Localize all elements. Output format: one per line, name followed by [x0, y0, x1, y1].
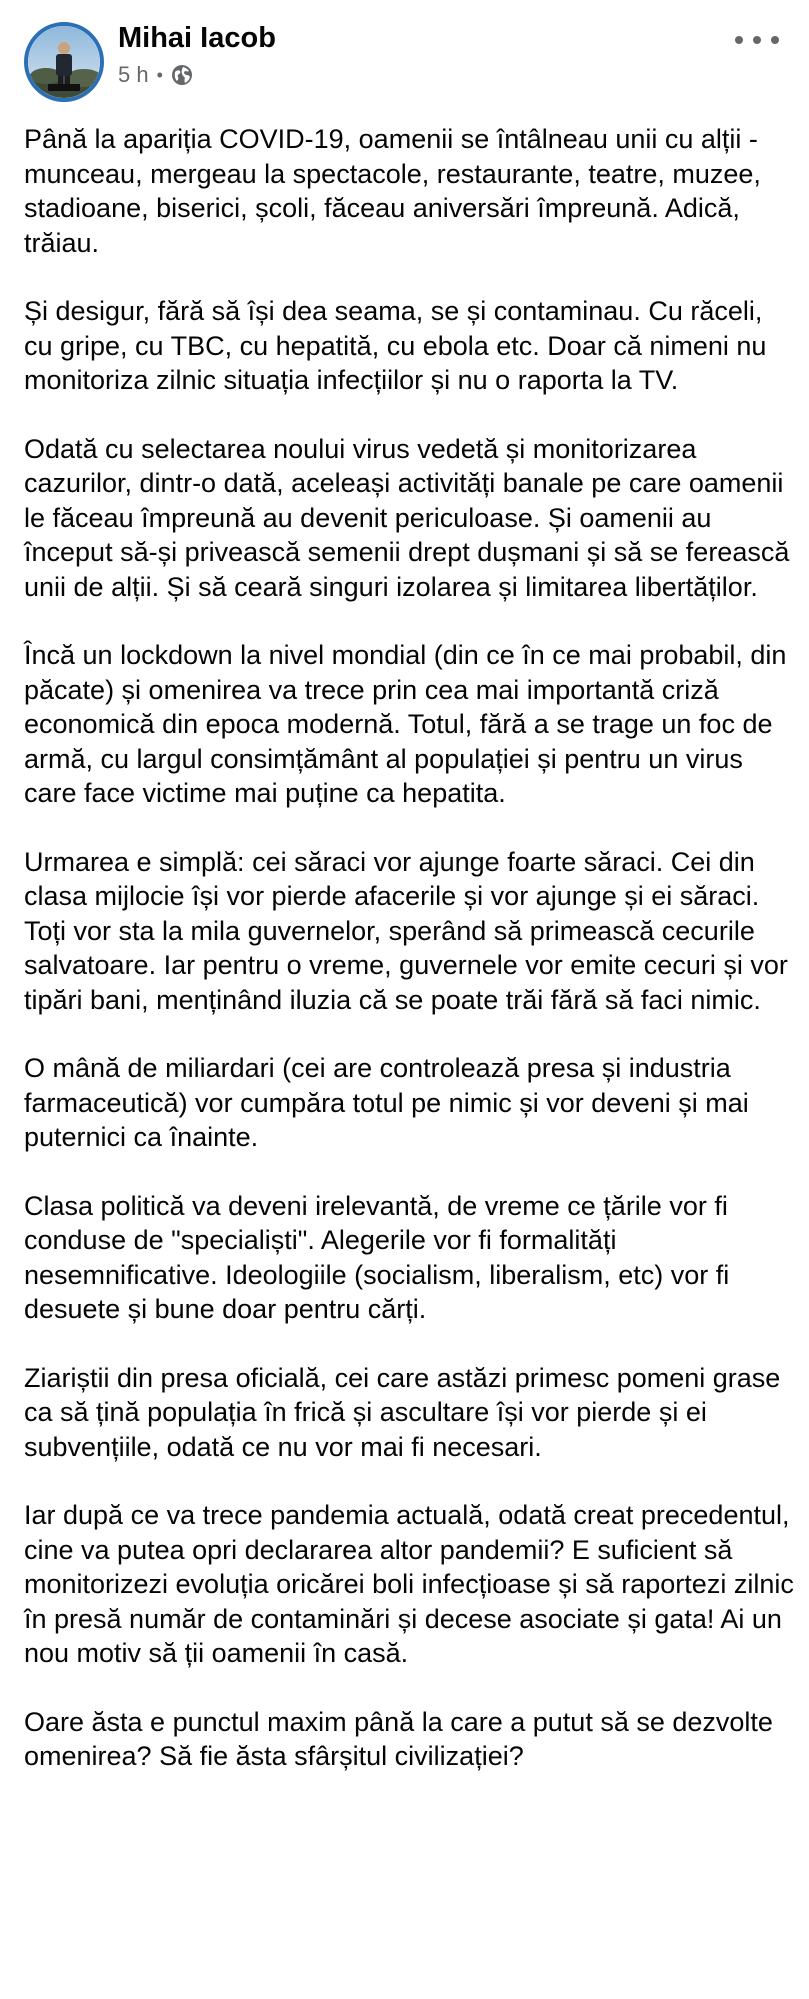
post-text [24, 122, 796, 1808]
author-name[interactable]: Mihai Iacob [118, 22, 276, 54]
post-paragraph: Și desigur, fără să își dea seama, se și contaminau. Cu răceli, cu gripe, cu TBC, cu hepatită, cu ebola etc. Doar că nimeni nu monitoriza zilnic situația infecțiilor și nu o raporta la TV. [24, 296, 767, 395]
post-meta [118, 62, 193, 88]
more-horizontal-icon [735, 36, 743, 44]
post-paragraph: Urmarea e simplă: cei săraci vor ajunge foarte săraci. Cei din clasa mijlocie își vor pierde afacerile și vor ajunge și ei săraci. Toți vor sta la mila guvernelor, sperând să primească cecurile salvatoare. Iar pentru o vreme, guvernele vor emite cecuri și vor tipări bani, menținând iluzia că se poate trăi fără să faci nimic. [24, 846, 788, 1015]
globe-icon[interactable] [171, 64, 193, 86]
post-paragraph: Încă un lockdown la nivel mondial (din ce în ce mai probabil, din păcate) și omenirea va trece prin cea mai importantă criză economică din epoca modernă. Totul, fără a se trage un foc de armă, cu largul consimțământ al populației și pentru un virus care face victime mai puține ca hepatita. [24, 640, 787, 808]
post-paragraph: Oare ăsta e punctul maxim până la care a putut să se dezvolte omenirea? Să fie ăsta sfârșitul civilizației? [24, 1706, 773, 1771]
post-paragraph: Ziariștii din presa oficială, cei care astăzi primesc pomeni grase ca să țină populația în frică și ascultare își vor pierde și ei subvențiile, odată ce nu vor mai fi necesari. [24, 1362, 781, 1462]
post-paragraph: Odată cu selectarea noului virus vedetă și monitorizarea cazurilor, dintr-o dată, aceleași activități banale pe care oamenii le făceau împreună au devenit periculoase. Și oamenii au început să-și privească semenii drept dușmani și să se ferească unii de alții. Și să ceară singuri izolarea și limitarea libertăților. [24, 433, 790, 602]
avatar[interactable] [24, 22, 104, 102]
more-options-button[interactable] [735, 26, 779, 54]
post-paragraph: O mână de miliardari (cei are controlează presa și industria farmaceutică) vor cumpăra totul pe nimic și vor deveni și mai puternici ca înainte. [24, 1053, 749, 1152]
post-paragraph: Clasa politică va deveni irelevantă, de vreme ce țările vor fi conduse de "specialiști". Alegerile vor fi formalități nesemnificative. Ideologiile (socialism, liberalism, etc) vor fi desuete și bune doar pentru cărți. [24, 1190, 730, 1324]
profile-photo-avatar [28, 26, 100, 98]
post-paragraph: Până la apariția COVID-19, oamenii se întâlneau unii cu alții - munceau, mergeau la spectacole, restaurante, teatre, muzee, stadioane, biserici, școli, făceau aniversări împreună. Adică, trăiau. [24, 124, 761, 258]
post-timestamp[interactable]: 5 h [118, 62, 149, 87]
meta-separator: • [156, 64, 163, 85]
post-header [0, 0, 809, 112]
post-paragraph: Iar după ce va trece pandemia actuală, odată creat precedentul, cine va putea opri declararea altor pandemii? E suficient să monitorizezi evoluția oricărei boli infecțioase și să raportezi zilnic în presă număr de contaminări și decese asociate și gata! Ai un nou motiv să ții oamenii în casă. [24, 1500, 794, 1668]
